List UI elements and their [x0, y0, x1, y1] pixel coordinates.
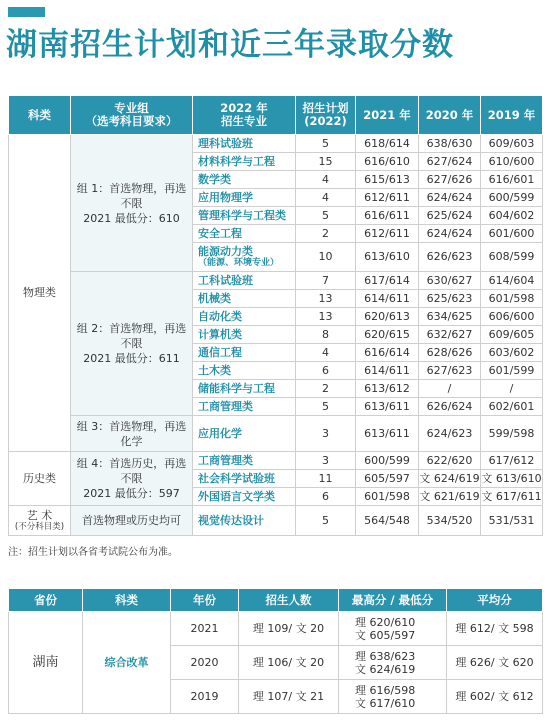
plan-count: 2 — [296, 380, 356, 398]
major-name: 工科试验班 — [193, 272, 296, 290]
major-name: 管理科学与工程类 — [193, 207, 296, 225]
major-name: 理科试验班 — [193, 135, 296, 153]
score-2020: 625/624 — [419, 207, 481, 225]
score-2021: 618/614 — [356, 135, 419, 153]
major-name: 数学类 — [193, 171, 296, 189]
header-category: 科类 — [9, 96, 71, 135]
plan-count: 2 — [296, 225, 356, 243]
max-min-cell: 理 616/598 文 617/610 — [339, 680, 447, 714]
category-history: 历史类 — [9, 452, 71, 506]
score-2021: 564/548 — [356, 506, 419, 536]
score-2021: 616/611 — [356, 207, 419, 225]
score-2021: 616/614 — [356, 344, 419, 362]
score-2021: 613/611 — [356, 398, 419, 416]
year-cell: 2019 — [171, 680, 239, 714]
score-2020: 622/620 — [419, 452, 481, 470]
score-2019: 610/600 — [481, 153, 543, 171]
enroll-cell: 理 107/ 文 21 — [239, 680, 339, 714]
group-art: 首选物理或历史均可 — [71, 506, 193, 536]
score-2020: 627/623 — [419, 362, 481, 380]
type-cell: 综合改革 — [83, 612, 171, 714]
table-row — [9, 416, 543, 452]
major-name: 通信工程 — [193, 344, 296, 362]
header-major: 2022 年 招生专业 — [193, 96, 296, 135]
table-row — [9, 135, 543, 153]
score-2019: 609/605 — [481, 326, 543, 344]
group-1: 组 1：首选物理，再选 不限 2021 最低分：610 — [71, 135, 193, 272]
score-2019: 609/603 — [481, 135, 543, 153]
header-2020: 2020 年 — [419, 96, 481, 135]
score-2019: 614/604 — [481, 272, 543, 290]
score-2019: 604/602 — [481, 207, 543, 225]
plan-count: 3 — [296, 452, 356, 470]
header-year: 年份 — [171, 589, 239, 612]
header-2019: 2019 年 — [481, 96, 543, 135]
table-row — [9, 272, 543, 290]
score-2019: 603/602 — [481, 344, 543, 362]
plan-count: 13 — [296, 290, 356, 308]
max-min-cell: 理 620/610 文 605/597 — [339, 612, 447, 646]
score-2019: 602/601 — [481, 398, 543, 416]
major-name: 应用物理学 — [193, 189, 296, 207]
year-cell: 2021 — [171, 612, 239, 646]
group-2: 组 2：首选物理，再选 不限 2021 最低分：611 — [71, 272, 193, 416]
plan-count: 8 — [296, 326, 356, 344]
score-2019: 600/599 — [481, 189, 543, 207]
score-2019: 617/612 — [481, 452, 543, 470]
enroll-cell: 理 106/ 文 20 — [239, 646, 339, 680]
score-2020: 624/623 — [419, 416, 481, 452]
table-row — [9, 506, 543, 536]
category-physics: 物理类 — [9, 135, 71, 452]
accent-bar — [8, 7, 45, 17]
plan-count: 4 — [296, 344, 356, 362]
score-2020: 文 621/619 — [419, 488, 481, 506]
category-art: 艺 术 (不分科目类) — [9, 506, 71, 536]
header-plan: 招生计划 (2022) — [296, 96, 356, 135]
major-name: 土木类 — [193, 362, 296, 380]
score-2020: 630/627 — [419, 272, 481, 290]
avg-cell: 理 612/ 文 598 — [447, 612, 543, 646]
score-2020: 627/624 — [419, 153, 481, 171]
avg-cell: 理 626/ 文 620 — [447, 646, 543, 680]
score-2019: 608/599 — [481, 243, 543, 272]
plan-count: 15 — [296, 153, 356, 171]
score-2019: 601/600 — [481, 225, 543, 243]
header-2021: 2021 年 — [356, 96, 419, 135]
header-max-min: 最高分 / 最低分 — [339, 589, 447, 612]
score-2020: 628/626 — [419, 344, 481, 362]
major-name: 社会科学试验班 — [193, 470, 296, 488]
score-2021: 601/598 — [356, 488, 419, 506]
major-name: 应用化学 — [193, 416, 296, 452]
plan-count: 10 — [296, 243, 356, 272]
plan-table-header — [9, 96, 543, 135]
province-cell: 湖南 — [9, 612, 83, 714]
score-2019: 601/599 — [481, 362, 543, 380]
score-2021: 614/611 — [356, 290, 419, 308]
score-2019: 616/601 — [481, 171, 543, 189]
plan-count: 5 — [296, 207, 356, 225]
major-name: 计算机类 — [193, 326, 296, 344]
plan-count: 5 — [296, 135, 356, 153]
score-2021: 612/611 — [356, 189, 419, 207]
avg-cell: 理 602/ 文 612 — [447, 680, 543, 714]
plan-count: 4 — [296, 189, 356, 207]
table-row — [9, 612, 543, 646]
major-name: 工商管理类 — [193, 398, 296, 416]
score-2019: 文 617/611 — [481, 488, 543, 506]
score-2021: 605/597 — [356, 470, 419, 488]
plan-count: 5 — [296, 398, 356, 416]
score-2019: 599/598 — [481, 416, 543, 452]
max-min-cell: 理 638/623 文 624/619 — [339, 646, 447, 680]
score-2021: 617/614 — [356, 272, 419, 290]
enroll-cell: 理 109/ 文 20 — [239, 612, 339, 646]
score-2020: 625/623 — [419, 290, 481, 308]
header-group: 专业组 （选考科目要求） — [71, 96, 193, 135]
score-table-header — [9, 589, 543, 612]
score-2021: 615/613 — [356, 171, 419, 189]
plan-table — [8, 95, 543, 536]
plan-count: 5 — [296, 506, 356, 536]
score-2021: 614/611 — [356, 362, 419, 380]
year-cell: 2020 — [171, 646, 239, 680]
plan-count: 6 — [296, 362, 356, 380]
plan-count: 13 — [296, 308, 356, 326]
major-name: 储能科学与工程 — [193, 380, 296, 398]
score-2020: 627/626 — [419, 171, 481, 189]
score-2019: 606/600 — [481, 308, 543, 326]
score-2021: 600/599 — [356, 452, 419, 470]
score-2021: 620/613 — [356, 308, 419, 326]
group-3: 组 3：首选物理，再选 化学 — [71, 416, 193, 452]
score-2020: 632/627 — [419, 326, 481, 344]
score-2020: 626/624 — [419, 398, 481, 416]
header-type: 科类 — [83, 589, 171, 612]
major-name: 外国语言文学类 — [193, 488, 296, 506]
score-2020: 638/630 — [419, 135, 481, 153]
major-name: 自动化类 — [193, 308, 296, 326]
score-2020: 626/623 — [419, 243, 481, 272]
score-2021: 616/610 — [356, 153, 419, 171]
major-name: 视觉传达设计 — [193, 506, 296, 536]
plan-count: 11 — [296, 470, 356, 488]
score-2021: 612/611 — [356, 225, 419, 243]
plan-count: 6 — [296, 488, 356, 506]
score-2019: / — [481, 380, 543, 398]
group-4: 组 4：首选历史，再选 不限 2021 最低分：597 — [71, 452, 193, 506]
score-2021: 620/615 — [356, 326, 419, 344]
score-2019: 文 613/610 — [481, 470, 543, 488]
plan-count: 7 — [296, 272, 356, 290]
header-average: 平均分 — [447, 589, 543, 612]
major-name: 材料科学与工程 — [193, 153, 296, 171]
score-2020: 534/520 — [419, 506, 481, 536]
major-subtitle: （能源、环境专业） — [198, 258, 280, 268]
plan-count: 4 — [296, 171, 356, 189]
header-province: 省份 — [9, 589, 83, 612]
header-enrollment: 招生人数 — [239, 589, 339, 612]
score-2020: 634/625 — [419, 308, 481, 326]
score-2021: 613/612 — [356, 380, 419, 398]
major-name: 机械类 — [193, 290, 296, 308]
score-2020: 624/624 — [419, 225, 481, 243]
table-row — [9, 452, 543, 470]
score-2021: 613/610 — [356, 243, 419, 272]
major-name: 工商管理类 — [193, 452, 296, 470]
page-title: 湖南招生计划和近三年录取分数 — [6, 27, 454, 63]
plan-count: 3 — [296, 416, 356, 452]
score-2020: 624/624 — [419, 189, 481, 207]
score-2019: 601/598 — [481, 290, 543, 308]
score-2020: 文 624/619 — [419, 470, 481, 488]
score-table — [8, 588, 543, 714]
score-2019: 531/531 — [481, 506, 543, 536]
score-2021: 613/611 — [356, 416, 419, 452]
major-name: 安全工程 — [193, 225, 296, 243]
major-name: 能源动力类 （能源、环境专业） — [193, 243, 296, 272]
score-2020: / — [419, 380, 481, 398]
footnote: 注：招生计划以各省考试院公布为准。 — [8, 547, 178, 558]
